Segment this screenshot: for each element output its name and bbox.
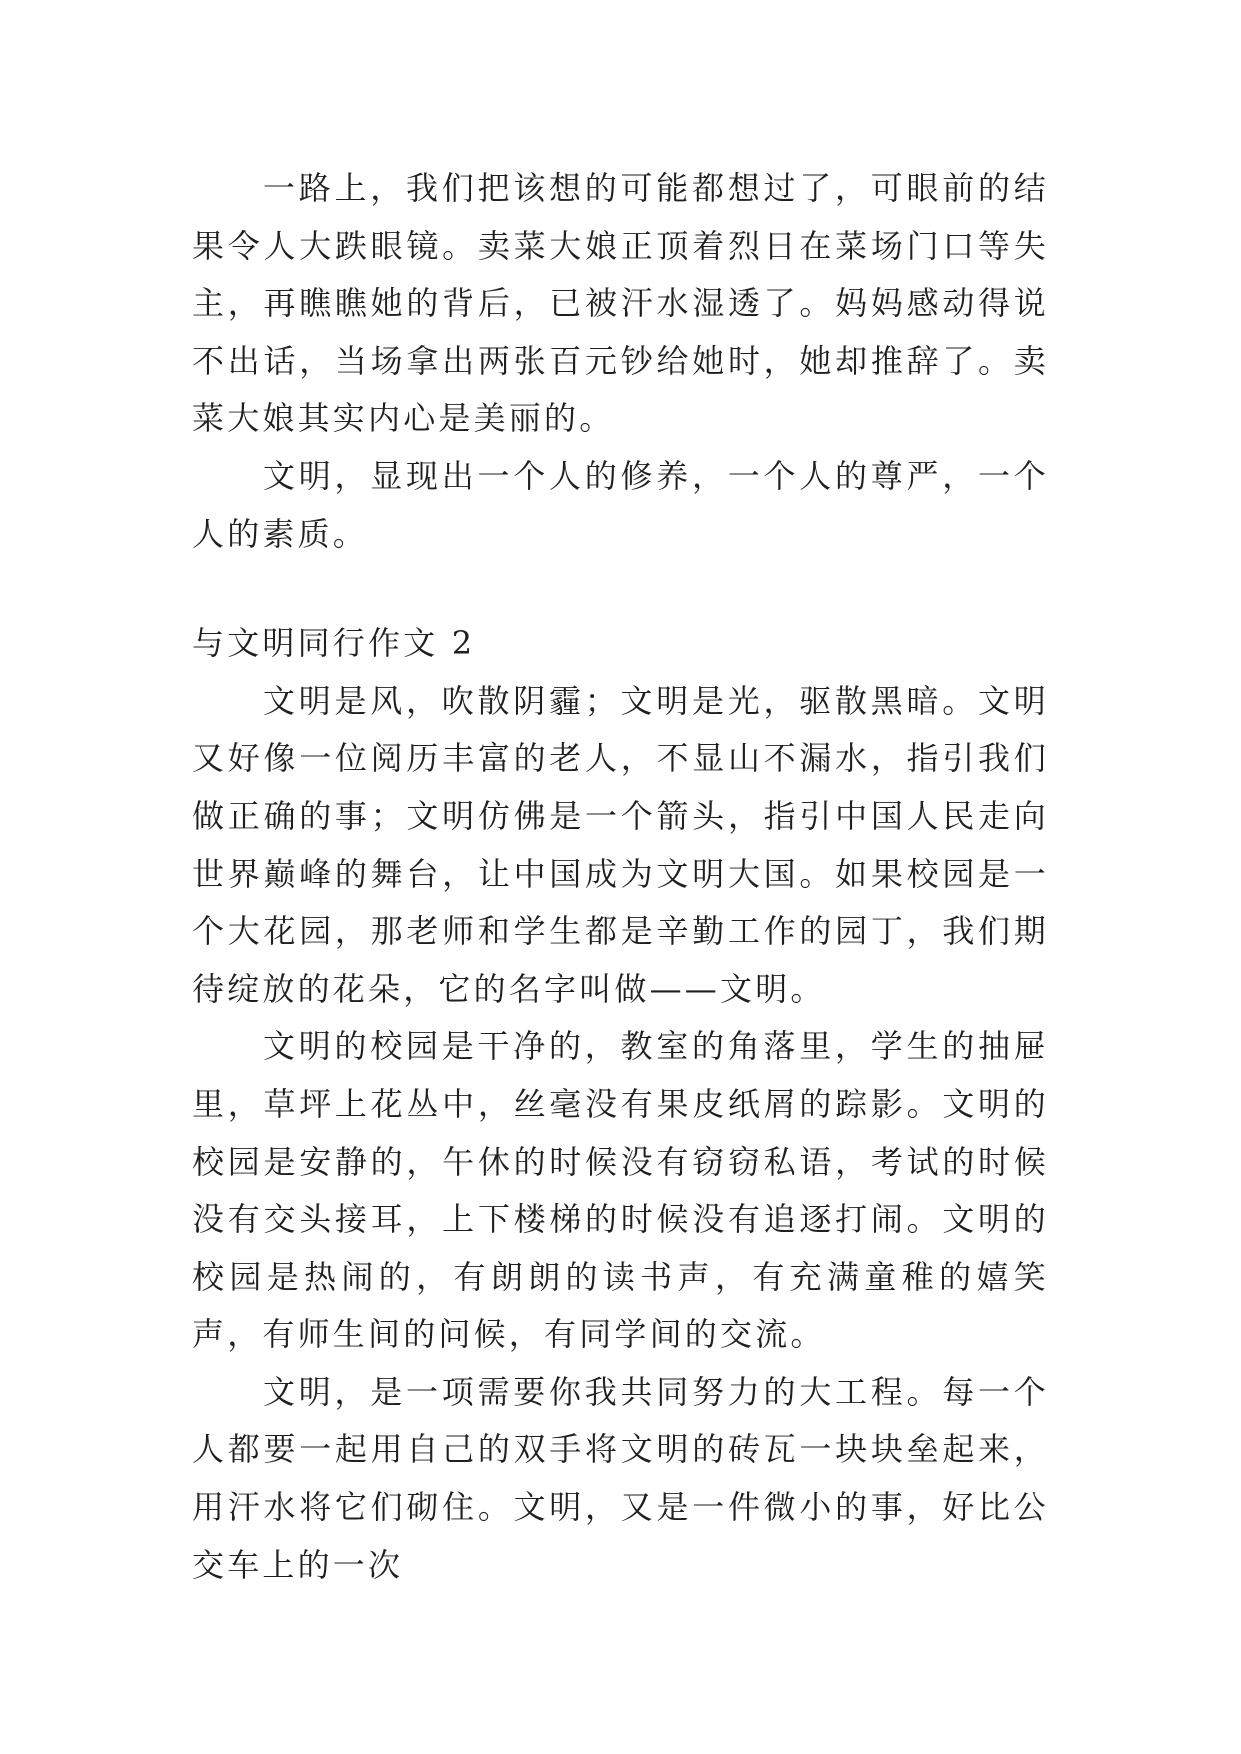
paragraph: 文明的校园是干净的，教室的角落里，学生的抽屉里，草坪上花丛中，丝毫没有果皮纸屑的踪影。文明的校园是安静的，午休的时候没有窃窃私语，考试的时候没有交头接耳，上下楼梯的时候没有追逐打闹。文明的校园是热闹的，有朗朗的读书声，有充满童稚的嬉笑声，有师生间的问候，有同学间的交流。	[192, 1027, 1049, 1354]
paragraph: 文明，显现出一个人的修养，一个人的尊严，一个人的素质。	[192, 456, 1049, 553]
paragraph: 一路上，我们把该想的可能都想过了，可眼前的结果令人大跌眼镜。卖菜大娘正顶着烈日在菜场门口等失主，再瞧瞧她的背后，已被汗水湿透了。妈妈感动得说不出话，当场拿出两张百元钞给她时，她却推辞了。卖菜大娘其实内心是美丽的。	[192, 169, 1049, 438]
paragraph: 文明是风，吹散阴霾；文明是光，驱散黑暗。文明又好像一位阅历丰富的老人，不显山不漏水，指引我们做正确的事；文明仿佛是一个箭头，指引中国人民走向世界巅峰的舞台，让中国成为文明大国。如果校园是一个大花园，那老师和学生都是辛勤工作的园丁，我们期待绽放的花朵，它的名字叫做——文明。	[192, 681, 1049, 1008]
document-body	[192, 160, 1049, 1594]
section-heading: 与文明同行作文 2	[192, 624, 476, 663]
section-spacer	[192, 563, 1049, 615]
paragraph: 文明，是一项需要你我共同努力的大工程。每一个人都要一起用自己的双手将文明的砖瓦一块块垒起来，用汗水将它们砌住。文明，又是一件微小的事，好比公交车上的一次	[192, 1372, 1049, 1584]
